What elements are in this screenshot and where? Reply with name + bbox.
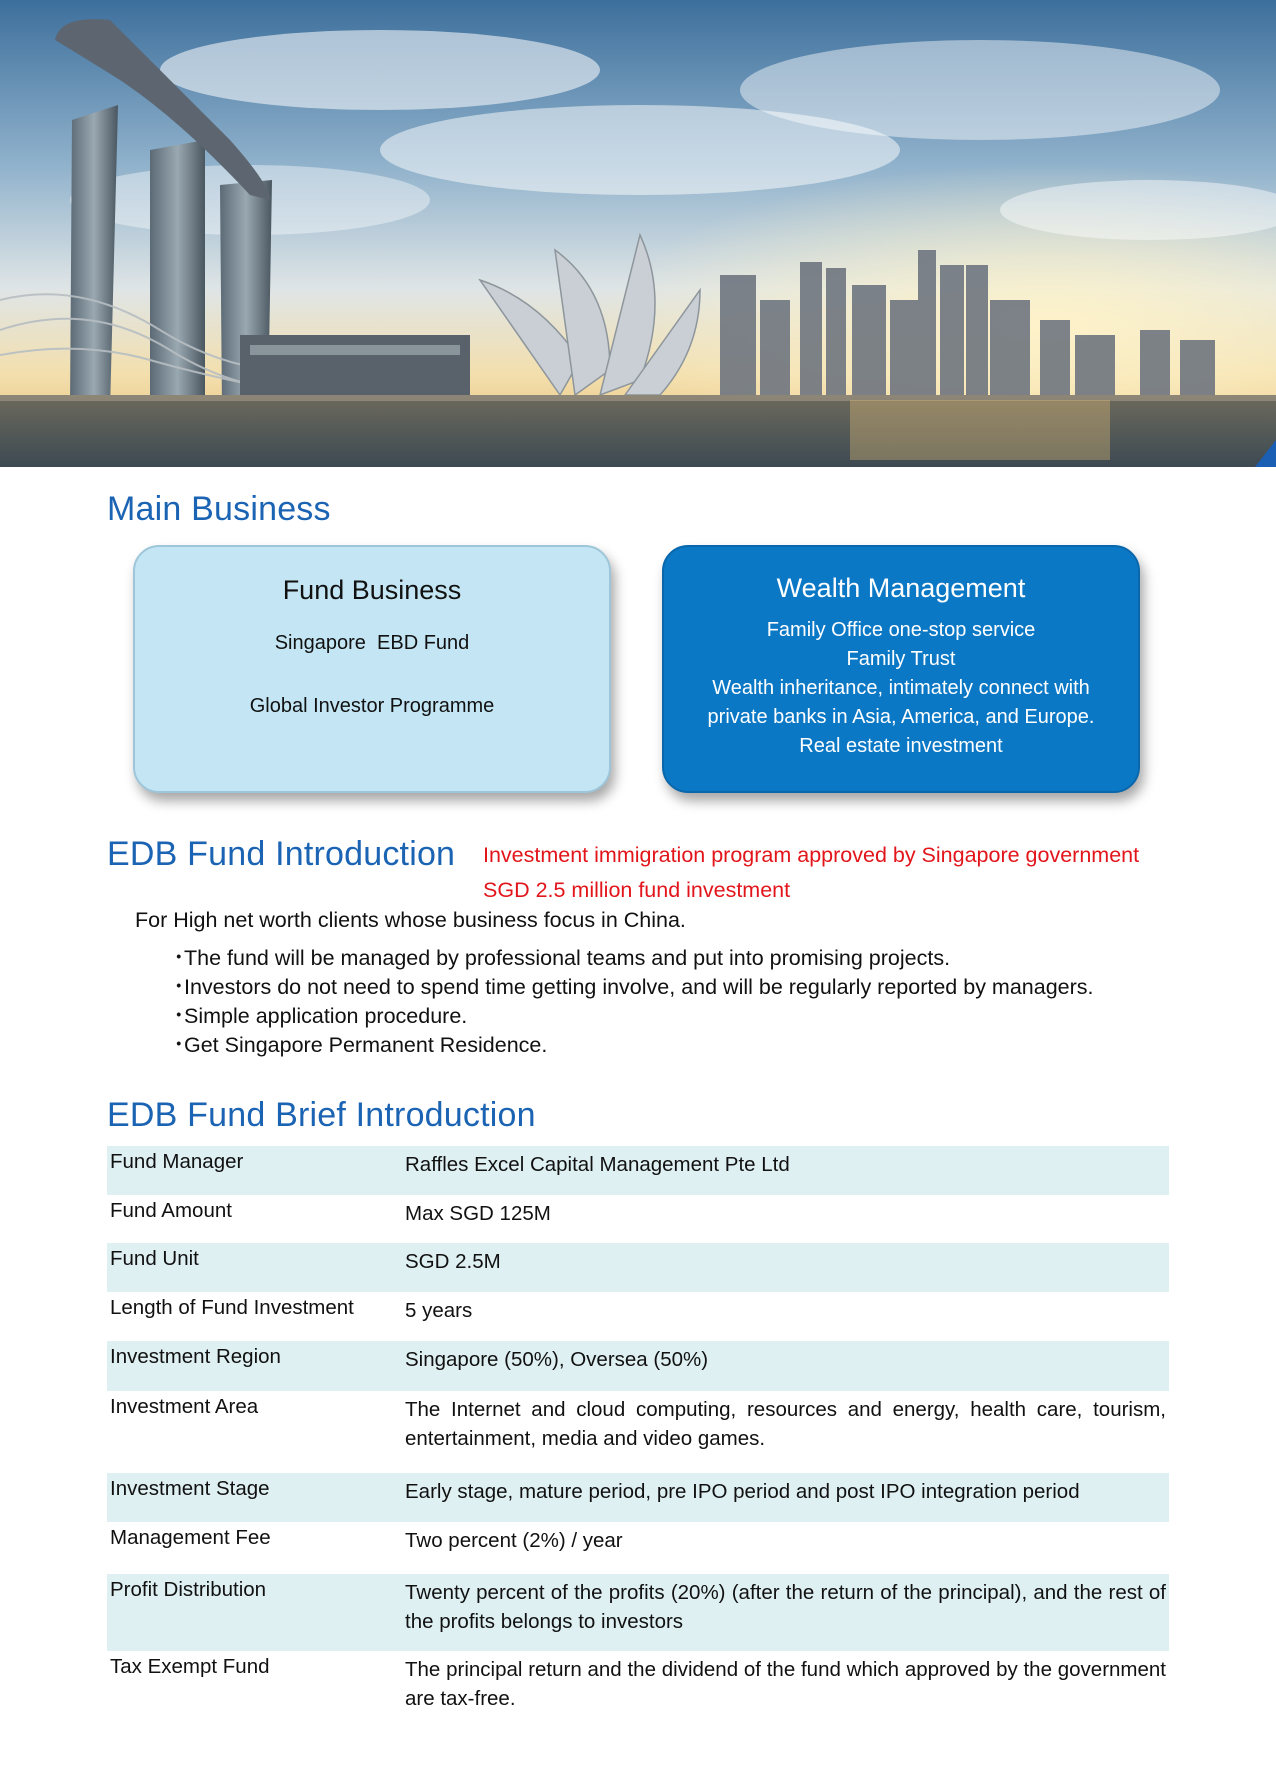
row-value: The principal return and the dividend of the fund which approved by the government are tax-free.	[405, 1658, 1166, 1710]
row-label: Management Fee	[110, 1526, 271, 1549]
list-item	[168, 944, 1094, 973]
list-item	[168, 1002, 1094, 1031]
row-label: Investment Area	[110, 1395, 259, 1418]
list-item	[168, 973, 1094, 1002]
table-row	[107, 1292, 1169, 1341]
row-label: Profit Distribution	[110, 1578, 267, 1601]
row-value: Max SGD 125M	[405, 1202, 551, 1225]
table-row	[107, 1146, 1169, 1195]
row-label: Tax Exempt Fund	[110, 1655, 270, 1678]
row-value: Singapore (50%), Oversea (50%)	[405, 1348, 709, 1371]
row-value: 5 years	[405, 1299, 473, 1322]
wealth-management-line: Family Office one-stop service	[766, 619, 1036, 641]
row-value: The Internet and cloud computing, resources and energy, health care, tourism, entertainment, media and video games.	[405, 1398, 1166, 1450]
main-business-heading: Main Business	[107, 490, 331, 528]
row-label: Fund Manager	[110, 1150, 244, 1173]
wealth-management-line: Real estate investment	[799, 735, 1003, 757]
table-row	[107, 1341, 1169, 1391]
wealth-management-line: Family Trust	[846, 648, 956, 670]
row-label: Investment Stage	[110, 1477, 270, 1500]
table-row	[107, 1391, 1169, 1473]
row-label: Fund Amount	[110, 1199, 232, 1222]
row-label: Length of Fund Investment	[110, 1296, 354, 1319]
edb-brief-heading: EDB Fund Brief Introduction	[107, 1096, 536, 1134]
bullet-text: The fund will be managed by professional teams and put into promising projects.	[184, 946, 951, 970]
intro-bullet-list	[168, 944, 1094, 1060]
table-row	[107, 1195, 1169, 1243]
row-value: SGD 2.5M	[405, 1250, 501, 1273]
fund-business-title: Fund Business	[282, 575, 462, 605]
table-row	[107, 1574, 1169, 1651]
wealth-management-card	[662, 545, 1140, 793]
table-row	[107, 1473, 1169, 1522]
fund-brief-table	[107, 1146, 1169, 1731]
row-value: Two percent (2%) / year	[405, 1529, 623, 1552]
highlight-approved-program: Investment immigration program approved by Singapore government	[483, 843, 1140, 867]
row-value: Twenty percent of the profits (20%) (after the return of the principal), and the rest of the profits belongs to investors	[405, 1581, 1166, 1633]
row-label: Investment Region	[110, 1345, 281, 1368]
table-row	[107, 1522, 1169, 1574]
bullet-icon: ・	[168, 1004, 190, 1028]
bullet-icon: ・	[168, 1033, 190, 1057]
fund-business-card	[133, 545, 611, 793]
bullet-text: Simple application procedure.	[184, 1004, 468, 1028]
row-value: Raffles Excel Capital Management Pte Ltd	[405, 1153, 790, 1176]
highlight-investment-amount: SGD 2.5 million fund investment	[483, 878, 791, 902]
row-value: Early stage, mature period, pre IPO period and post IPO integration period	[405, 1480, 1080, 1503]
fund-business-item: Global Investor Programme	[249, 695, 495, 717]
intro-lead-text: For High net worth clients whose business focus in China.	[135, 908, 686, 932]
fund-business-item: Singapore EBD Fund	[274, 632, 470, 654]
edb-intro-heading: EDB Fund Introduction	[107, 835, 456, 873]
wealth-management-line: Wealth inheritance, intimately connect with	[712, 677, 1090, 699]
bullet-text: Get Singapore Permanent Residence.	[184, 1033, 548, 1057]
list-item	[168, 1031, 1094, 1060]
bullet-icon: ・	[168, 975, 190, 999]
hero-skyline-image	[0, 0, 1276, 467]
row-label: Fund Unit	[110, 1247, 199, 1270]
bullet-icon: ・	[168, 946, 190, 970]
table-row	[107, 1243, 1169, 1292]
table-row	[107, 1651, 1169, 1731]
wealth-management-line: private banks in Asia, America, and Europe.	[707, 706, 1095, 728]
wealth-management-title: Wealth Management	[776, 573, 1026, 603]
bullet-text: Investors do not need to spend time getting involve, and will be regularly reported by managers.	[184, 975, 1094, 999]
